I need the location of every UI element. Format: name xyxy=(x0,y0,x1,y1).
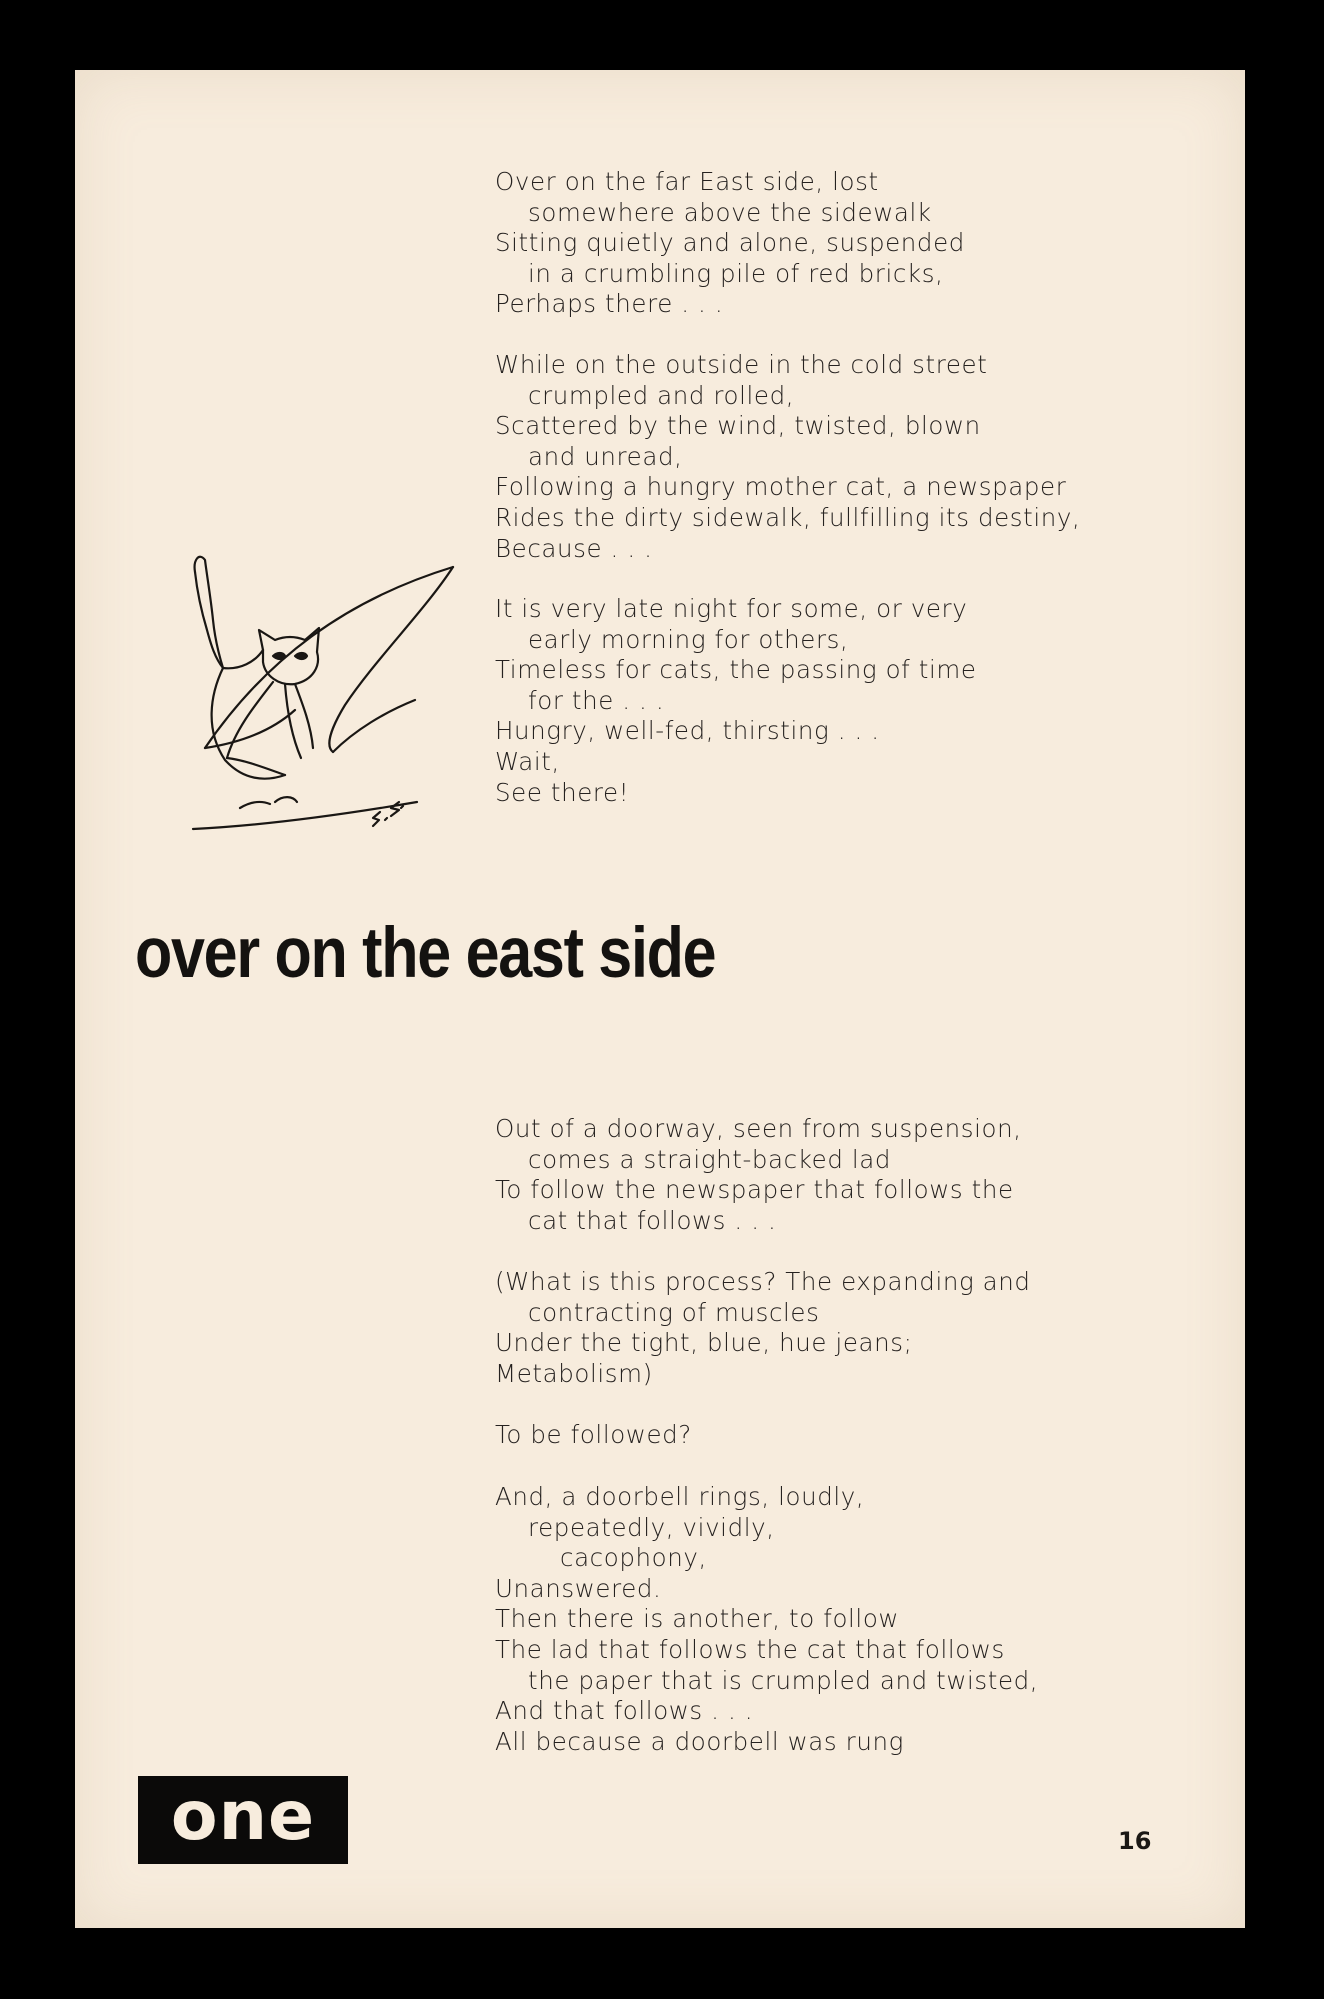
poem-line: repeatedly, vividly, xyxy=(528,1512,775,1542)
poem-line: The lad that follows the cat that follows xyxy=(495,1634,1005,1664)
poem-stanza-7 xyxy=(495,1482,1038,1757)
poem-line: Under the tight, blue, hue jeans; xyxy=(495,1328,913,1358)
poem-line: Hungry, well-fed, thirsting . . . xyxy=(495,716,880,746)
magazine-page xyxy=(75,70,1245,1928)
poem-line: To follow the newspaper that follows the xyxy=(495,1175,1014,1205)
poem-line: for the . . . xyxy=(528,685,665,715)
poem-stanza-6 xyxy=(495,1420,692,1451)
poem-line: Following a hungry mother cat, a newspaper xyxy=(495,472,1067,502)
poem-line: While on the outside in the cold street xyxy=(495,350,988,379)
poem-stanza-4 xyxy=(495,1114,1022,1236)
poem-line: Rides the dirty sidewalk, fullfilling its destiny, xyxy=(495,502,1081,532)
cat-newspaper-illustration xyxy=(135,490,455,850)
poem-line: Because . . . xyxy=(495,533,653,563)
poem-line: and unread, xyxy=(528,441,683,471)
poem-line: cat that follows . . . xyxy=(528,1205,777,1235)
poem-line: And, a doorbell rings, loudly, xyxy=(495,1482,865,1511)
poem-line: Perhaps there . . . xyxy=(495,289,724,319)
poem-line: And that follows . . . xyxy=(495,1696,754,1726)
poem-line: comes a straight-backed lad xyxy=(528,1144,892,1174)
poem-line: the paper that is crumpled and twisted, xyxy=(528,1665,1039,1695)
poem-line: Unanswered. xyxy=(495,1573,662,1603)
magazine-logo-text: one xyxy=(170,1777,316,1856)
poem-line: To be followed? xyxy=(495,1420,692,1449)
poem-line: (What is this process? The expanding and xyxy=(495,1267,1031,1296)
poem-line: Metabolism) xyxy=(495,1358,653,1388)
poem-line: Out of a doorway, seen from suspension, xyxy=(495,1114,1022,1143)
poem-stanza-1 xyxy=(495,167,965,320)
poem-line: Wait, xyxy=(495,746,560,776)
poem-stanza-3 xyxy=(495,594,977,808)
poem-line: Sitting quietly and alone, suspended xyxy=(495,228,965,258)
poem-stanza-2 xyxy=(495,350,1080,564)
poem-line: See there! xyxy=(495,777,630,807)
poem-line: Over on the far East side, lost xyxy=(495,167,879,196)
poem-line: in a crumbling pile of red bricks, xyxy=(528,258,944,288)
poem-line: somewhere above the sidewalk xyxy=(528,197,932,227)
poem-title: over on the east side xyxy=(135,914,716,993)
magazine-logo xyxy=(138,1776,348,1864)
poem-line: cacophony, xyxy=(560,1543,707,1573)
poem-line: Then there is another, to follow xyxy=(495,1604,900,1634)
poem-line: All because a doorbell was rung xyxy=(495,1726,904,1756)
poem-line: contracting of muscles xyxy=(528,1297,820,1327)
poem-stanza-5 xyxy=(495,1267,1031,1389)
poem-line: Timeless for cats, the passing of time xyxy=(495,655,977,685)
poem-line: It is very late night for some, or very xyxy=(495,594,968,623)
poem-line: early morning for others, xyxy=(528,624,849,654)
page-number: 16 xyxy=(1118,1827,1152,1855)
poem-line: crumpled and rolled, xyxy=(528,380,795,410)
poem-line: Scattered by the wind, twisted, blown xyxy=(495,411,981,441)
